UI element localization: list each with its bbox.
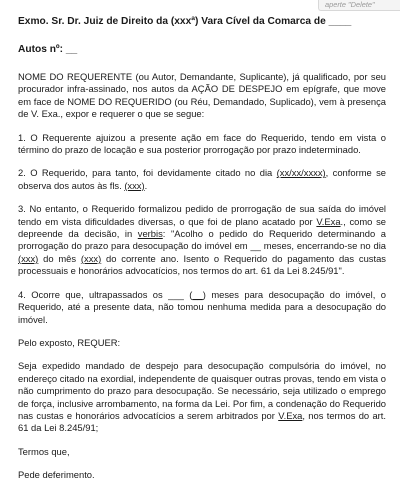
closing-termos: Termos que,: [18, 445, 70, 457]
vexa-term-2: V.Exa: [278, 409, 303, 421]
vexa-term: V.Exa: [316, 215, 341, 227]
item-2-paragraph: [18, 167, 386, 192]
item-4-text-b: ) meses para desocupação do imóvel, o Requerido, até a presente data, não tomou nenhuma medida para a desocupação do imóvel.: [18, 288, 386, 325]
petition-document: [18, 15, 386, 482]
item-2-text-b: , conforme se observa dos autos às fls.: [18, 167, 387, 191]
verbis-term: verbis: [137, 228, 163, 240]
intro-paragraph: NOME DO REQUERENTE (ou Autor, Demandante, Suplicante), já qualificado, por seu procurador infra-assinado, nos autos da AÇÃO DE DESPEJO em epígrafe, que move em face de NOME DO REQUERIDO (ou Réu, Demandado, Suplicado), vem à presença de V. Exa., expor e requerer o que se segue:: [18, 71, 386, 120]
month-placeholder: (xxx): [80, 252, 102, 264]
page-number-placeholder: (xxx): [124, 179, 145, 191]
tooltip-hint: aperte "Delete": [318, 0, 400, 11]
request-text-b: , nos termos do art. 61 da Lei 8.245/91;: [18, 409, 386, 434]
citation-date-placeholder: (xx/xx/xxxx): [276, 167, 326, 179]
item-1-paragraph: 1. O Requerente ajuizou a presente ação em face do Requerido, tendo em vista o término do prazo de locação e sua posterior prorrogação por prazo indeterminado.: [18, 131, 386, 156]
exposto-line: Pelo exposto, REQUER:: [18, 336, 121, 348]
item-4-text-a: 4. Ocorre que, ultrapassados os ___ (: [18, 288, 193, 300]
day-placeholder: (xxx): [18, 252, 39, 264]
item-3-text-a: 3. No entanto, o Requerido formalizou pedido de prorrogação de sua saída do imóvel tendo em vista dificuldades diversas, o que foi de plano acatado por: [18, 203, 386, 227]
months-placeholder: __: [192, 288, 203, 300]
request-paragraph: [18, 360, 386, 434]
item-3-text-c: : "Acolho o pedido do Requerido determinando a prorrogação do prazo para desocupação do imóvel em __ meses, encerrando-se no dia: [18, 228, 386, 252]
item-3-text-e: do corrente ano. Isento o Requerido do pagamento das custas processuais e honorários advocatícios, nos termos do art. 61 da Lei 8.245/91".: [18, 252, 386, 277]
closing-pede: Pede deferimento.: [18, 469, 95, 481]
case-number-line: Autos nº: __: [18, 44, 78, 55]
item-4-paragraph: [18, 289, 386, 326]
item-3-text-b: ., como se depreende da decisão, in: [18, 215, 387, 240]
item-3-text-d: do mês: [38, 252, 81, 264]
item-2-text-c: .: [144, 179, 148, 191]
court-heading: Exmo. Sr. Dr. Juiz de Direito da (xxxª) Vara Cível da Comarca de ____: [18, 16, 352, 27]
request-text-a: Seja expedido mandado de despejo para desocupação compulsória do imóvel, no endereço citado na exordial, independente de quaisquer outras provas, tendo em vista o não cumprimento do prazo para desocupação. Se necessário, seja utilizado o emprego de força, inclusive arrombamento, na forma da Lei. Por fim, a condenação do Requerido nas custas e honorários advocatícios a serem arbitrados por: [18, 360, 386, 421]
item-2-text-a: 2. O Requerido, para tanto, foi devidamente citado no dia: [18, 167, 277, 179]
item-3-paragraph: [18, 203, 386, 277]
